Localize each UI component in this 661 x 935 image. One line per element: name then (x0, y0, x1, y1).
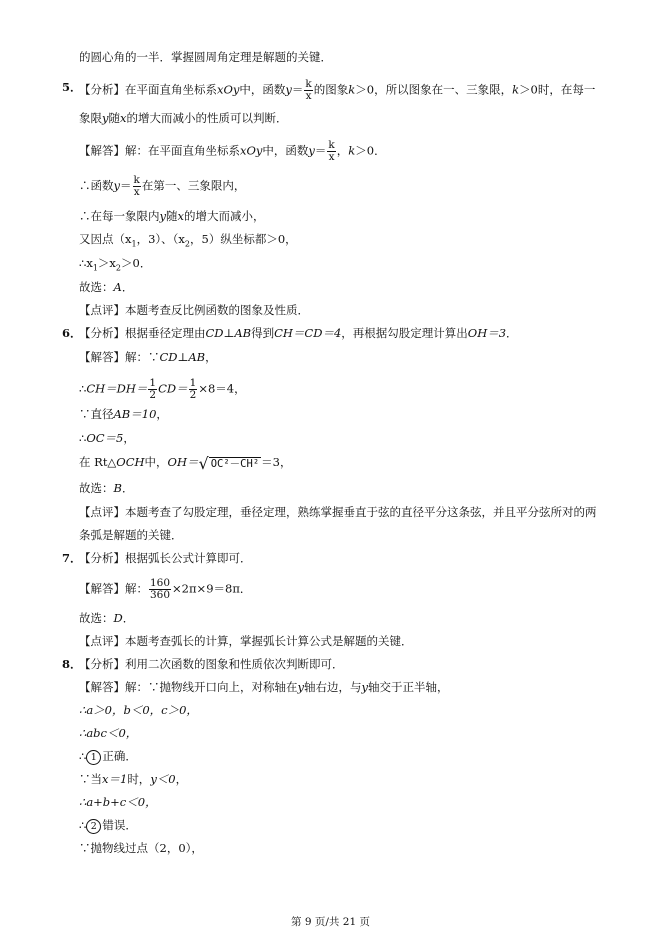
q5-analysis-line2: 象限y随x的增大而减小的性质可以判断． (79, 111, 288, 125)
q5-choice: 故选：A． (79, 280, 134, 294)
circled-number-1: 1 (86, 750, 101, 765)
q5-analysis-line1: 【分析】在平面直角坐标系xOy中，函数y＝ $\frac{k}{x}$ 的图象k＞0，所以图象在一、三象限，k＞0时，在每一 (79, 78, 596, 102)
q6-solution-line5: 在 Rt△OCH中，OH＝√ OC²－CH² ＝3， (79, 453, 292, 473)
q7-comment: 【点评】本题考查弧长的计算，掌握弧长计算公式是解题的关键． (79, 634, 413, 648)
q6-solution-line4: ∴OC＝5， (79, 431, 135, 445)
fraction-one-half: $\frac{1}{2}$ (149, 377, 157, 401)
q8-analysis: 【分析】利用二次函数的图象和性质依次判断即可． (79, 657, 344, 671)
q8-number: 8． (62, 657, 82, 671)
q8-solution-line6: ∴a+b+c＜0， (79, 795, 157, 809)
q5-solution-line1: 【解答】解：在平面直角坐标系xOy中，函数y＝ $\frac{k}{x}$ ，k＞0． (79, 139, 386, 163)
q6-solution-line3: ∵直径AB＝10， (79, 407, 168, 421)
q8-solution-line3: ∴abc＜0， (79, 726, 138, 740)
page-footer: 第 9 页/共 21 页 (291, 916, 370, 928)
q5-solution-line5: $\therefore x_1>x_2>0$． (79, 256, 152, 273)
q6-solution-line2: ∴CH＝DH＝ $\frac{1}{2}$ CD＝ $\frac{1}{2}$ ×8＝4， (79, 377, 246, 401)
q8-solution-line1: 【解答】解：∵抛物线开口向上，对称轴在y轴右边，与y轴交于正半轴， (79, 680, 449, 694)
fraction-k-over-x: $\frac{k}{x}$ (133, 174, 140, 198)
q6-choice: 故选：B． (79, 481, 134, 495)
intro-line: 的圆心角的一半．掌握圆周角定理是解题的关键． (79, 50, 332, 64)
q6-solution-line1: 【解答】解：∵CD⊥AB， (79, 350, 217, 364)
q7-number: 7． (62, 551, 82, 565)
q5-number: 5． (62, 80, 82, 94)
q6-number: 6． (62, 326, 82, 340)
square-root: √ OC²－CH² (198, 453, 260, 473)
circled-number-2: 2 (86, 819, 101, 834)
fraction-k-over-x: $\frac{k}{x}$ (328, 139, 335, 163)
q8-solution-line4: ∴ 1 正确． (79, 749, 137, 763)
q6-comment-line1: 【点评】本题考查了勾股定理，垂径定理，熟练掌握垂直于弦的直径平分这条弦，并且平分弦所对的两 (79, 505, 597, 519)
q8-solution-line5: ∵当x＝1时，y＜0， (79, 772, 188, 786)
q8-solution-line8: ∵抛物线过点（2，0）， (79, 841, 203, 855)
q7-analysis: 【分析】根据弧长公式计算即可． (79, 551, 252, 565)
q5-solution-line4: 又因点（$x_1$，3）、（$x_2$，5）纵坐标都＞0， (79, 232, 297, 249)
q5-solution-line3: ∴在每一象限内y随x的增大而减小， (79, 209, 265, 223)
q8-solution-line2: ∴a＞0，b＜0，c＞0， (79, 703, 198, 717)
q7-solution: 【解答】解： $\frac{160}{360}$ ×2π×9＝8π． (79, 577, 252, 601)
q7-choice: 故选：D． (79, 611, 135, 625)
fraction-k-over-x: $\frac{k}{x}$ (305, 78, 312, 102)
q5-solution-line2: ∴函数y＝ $\frac{k}{x}$ 在第一、三象限内， (79, 174, 246, 198)
q5-comment: 【点评】本题考查反比例函数的图象及性质． (79, 303, 309, 317)
fraction-160-over-360: $\frac{160}{360}$ (150, 577, 171, 601)
q6-analysis: 【分析】根据垂径定理由CD⊥AB得到CH＝CD＝4，再根据勾股定理计算出OH＝3． (79, 326, 518, 340)
q6-comment-line2: 条弧是解题的关键． (79, 528, 183, 542)
q8-solution-line7: ∴ 2 错误． (79, 818, 137, 832)
fraction-one-half: $\frac{1}{2}$ (189, 377, 197, 401)
